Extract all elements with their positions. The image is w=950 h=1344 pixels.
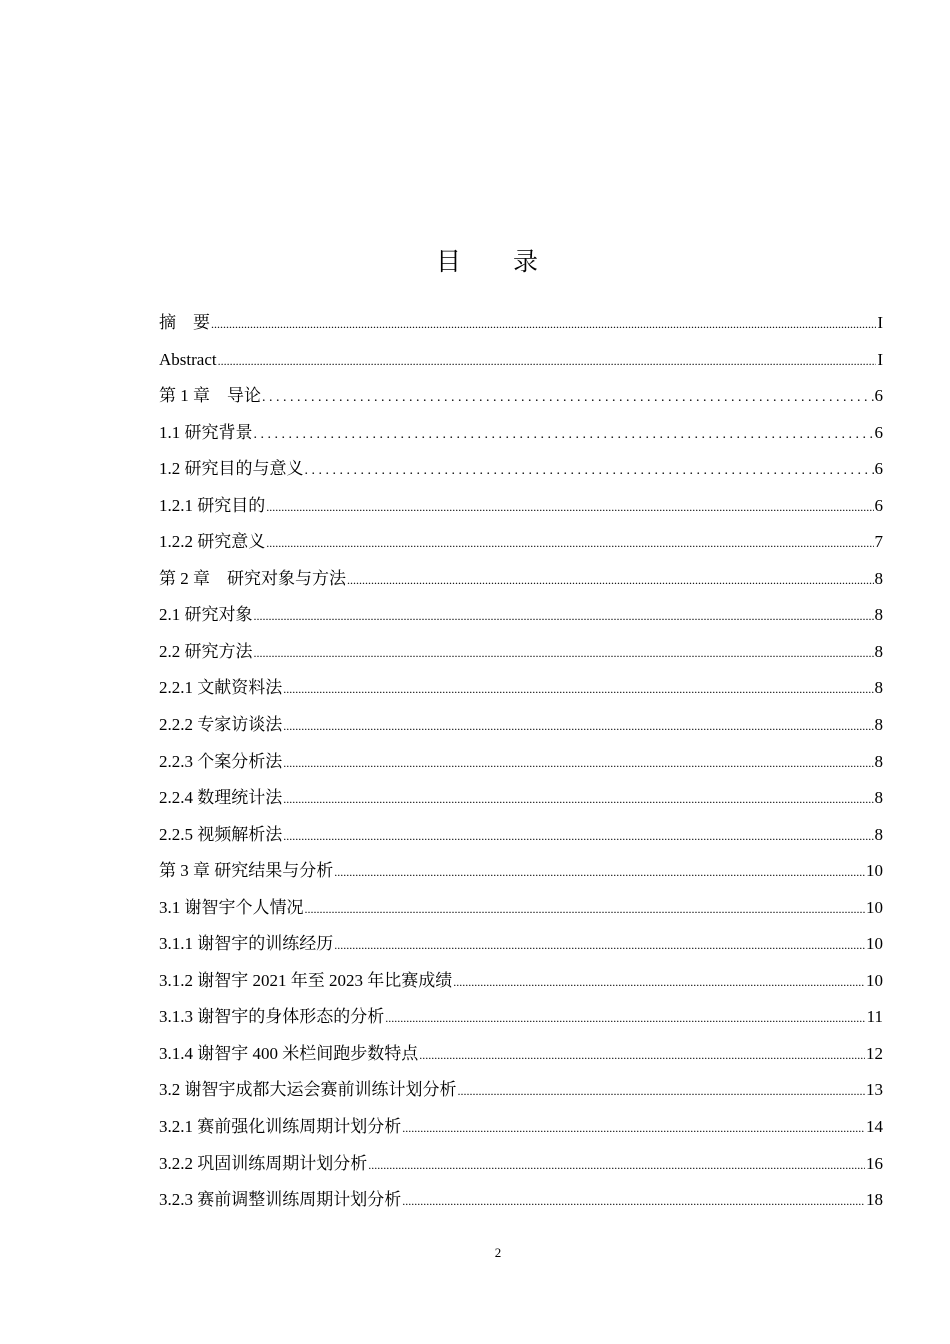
- toc-entry-label: Abstract: [159, 349, 217, 369]
- toc-entry[interactable]: [159, 853, 883, 890]
- toc-entry-label: 3.2.1 赛前强化训练周期计划分析: [159, 1117, 402, 1137]
- toc-entry-page: 7: [874, 532, 883, 552]
- toc-entry[interactable]: [159, 1182, 883, 1219]
- toc-entry-label: 3.1.1 谢智宇的训练经历: [159, 934, 334, 954]
- toc-entry[interactable]: [159, 378, 883, 415]
- toc-entry[interactable]: [159, 597, 883, 634]
- toc-entry-label: 2.1 研究对象: [159, 605, 253, 625]
- toc-entry-page: 8: [874, 568, 883, 588]
- toc-entry-page: 8: [874, 824, 883, 844]
- toc-dot-leader: [283, 708, 873, 744]
- toc-entry-page: 6: [874, 459, 883, 479]
- toc-dot-leader: [283, 745, 873, 781]
- toc-dot-leader: [218, 343, 877, 379]
- toc-entry-page: 6: [874, 386, 883, 406]
- toc-entry-label: 3.2.2 巩固训练周期计划分析: [159, 1153, 368, 1173]
- toc-entry[interactable]: [159, 890, 883, 927]
- toc-dot-leader: [254, 417, 874, 452]
- toc-entry[interactable]: [159, 1072, 883, 1109]
- toc-entry-page: 6: [874, 422, 883, 442]
- toc-dot-leader: [283, 671, 873, 707]
- toc-dot-leader: [305, 453, 874, 488]
- toc-entry-label: 2.2.1 文献资料法: [159, 678, 283, 698]
- toc-entry-page: 10: [866, 934, 883, 954]
- toc-entry[interactable]: [159, 305, 883, 342]
- toc-entry[interactable]: [159, 524, 883, 561]
- toc-entry-label: 3.1.4 谢智宇 400 米栏间跑步数特点: [159, 1043, 419, 1063]
- page-number: 2: [494, 1245, 502, 1260]
- toc-entry[interactable]: [159, 963, 883, 1000]
- toc-entry[interactable]: [159, 342, 883, 379]
- toc-dot-leader: [402, 1183, 865, 1219]
- toc-entry[interactable]: [159, 1109, 883, 1146]
- toc-list: [159, 305, 883, 1219]
- toc-entry[interactable]: [159, 999, 883, 1036]
- toc-entry[interactable]: [159, 1036, 883, 1073]
- toc-dot-leader: [402, 1110, 865, 1146]
- toc-entry-page: 14: [866, 1117, 883, 1137]
- toc-dot-leader: [368, 1147, 865, 1183]
- toc-entry-page: 6: [874, 495, 883, 515]
- toc-entry-page: I: [877, 313, 883, 332]
- toc-dot-leader: [458, 1073, 866, 1109]
- toc-entry-label: 3.2.3 赛前调整训练周期计划分析: [159, 1190, 402, 1210]
- toc-dot-leader: [347, 562, 874, 598]
- toc-dot-leader: [211, 306, 876, 342]
- toc-dot-leader: [254, 635, 874, 671]
- toc-dot-leader: [334, 854, 865, 890]
- toc-dot-leader: [283, 818, 873, 854]
- toc-entry[interactable]: [159, 707, 883, 744]
- toc-entry-label: 1.2 研究目的与意义: [159, 459, 304, 479]
- toc-entry-label: 第 2 章 研究对象与方法: [159, 568, 346, 588]
- toc-entry[interactable]: [159, 817, 883, 854]
- toc-entry-page: 8: [874, 715, 883, 735]
- toc-dot-leader: [419, 1037, 865, 1073]
- toc-entry-page: 8: [874, 678, 883, 698]
- toc-title: 目 录: [436, 247, 560, 276]
- toc-entry-label: 2.2.2 专家访谈法: [159, 715, 283, 735]
- toc-entry-page: 8: [874, 641, 883, 661]
- toc-entry-page: 10: [866, 897, 883, 917]
- toc-entry[interactable]: [159, 415, 883, 452]
- toc-entry-page: 18: [866, 1190, 883, 1210]
- toc-dot-leader: [305, 891, 866, 927]
- toc-dot-leader: [283, 781, 873, 817]
- toc-entry[interactable]: [159, 780, 883, 817]
- toc-entry[interactable]: [159, 451, 883, 488]
- toc-entry[interactable]: [159, 670, 883, 707]
- toc-entry-label: 3.1.3 谢智宇的身体形态的分析: [159, 1007, 385, 1027]
- toc-entry-page: 8: [874, 751, 883, 771]
- toc-dot-leader: [254, 598, 874, 634]
- toc-entry-page: 11: [866, 1007, 883, 1027]
- toc-entry-page: 10: [866, 970, 883, 990]
- toc-dot-leader: [266, 525, 873, 561]
- toc-entry[interactable]: [159, 561, 883, 598]
- toc-entry-label: 1.1 研究背景: [159, 422, 253, 442]
- toc-entry-label: 第 1 章 导论: [159, 386, 261, 406]
- toc-entry[interactable]: [159, 926, 883, 963]
- toc-dot-leader: [385, 1000, 865, 1036]
- toc-entry-label: 2.2.3 个案分析法: [159, 751, 283, 771]
- toc-dot-leader: [453, 964, 865, 1000]
- toc-entry-label: 2.2.4 数理统计法: [159, 788, 283, 808]
- toc-entry-label: 3.2 谢智宇成都大运会赛前训练计划分析: [159, 1080, 457, 1100]
- toc-entry-label: 1.2.2 研究意义: [159, 532, 266, 552]
- toc-entry-page: 8: [874, 605, 883, 625]
- toc-entry[interactable]: [159, 744, 883, 781]
- toc-entry-label: 3.1 谢智宇个人情况: [159, 897, 304, 917]
- toc-entry-page: 10: [866, 861, 883, 881]
- toc-entry-label: 3.1.2 谢智宇 2021 年至 2023 年比赛成绩: [159, 970, 453, 990]
- toc-entry-page: I: [877, 349, 883, 369]
- toc-dot-leader: [334, 927, 865, 963]
- toc-dot-leader: [266, 489, 873, 525]
- toc-entry-page: 8: [874, 788, 883, 808]
- toc-entry-label: 摘 要: [159, 313, 210, 332]
- toc-entry-page: 16: [866, 1153, 883, 1173]
- toc-dot-leader: [262, 380, 874, 415]
- toc-entry[interactable]: [159, 634, 883, 671]
- toc-entry-label: 第 3 章 研究结果与分析: [159, 861, 334, 881]
- toc-entry-label: 1.2.1 研究目的: [159, 495, 266, 515]
- toc-entry[interactable]: [159, 488, 883, 525]
- toc-entry[interactable]: [159, 1146, 883, 1183]
- toc-entry-label: 2.2 研究方法: [159, 641, 253, 661]
- toc-entry-page: 13: [866, 1080, 883, 1100]
- toc-entry-page: 12: [866, 1043, 883, 1063]
- toc-entry-label: 2.2.5 视频解析法: [159, 824, 283, 844]
